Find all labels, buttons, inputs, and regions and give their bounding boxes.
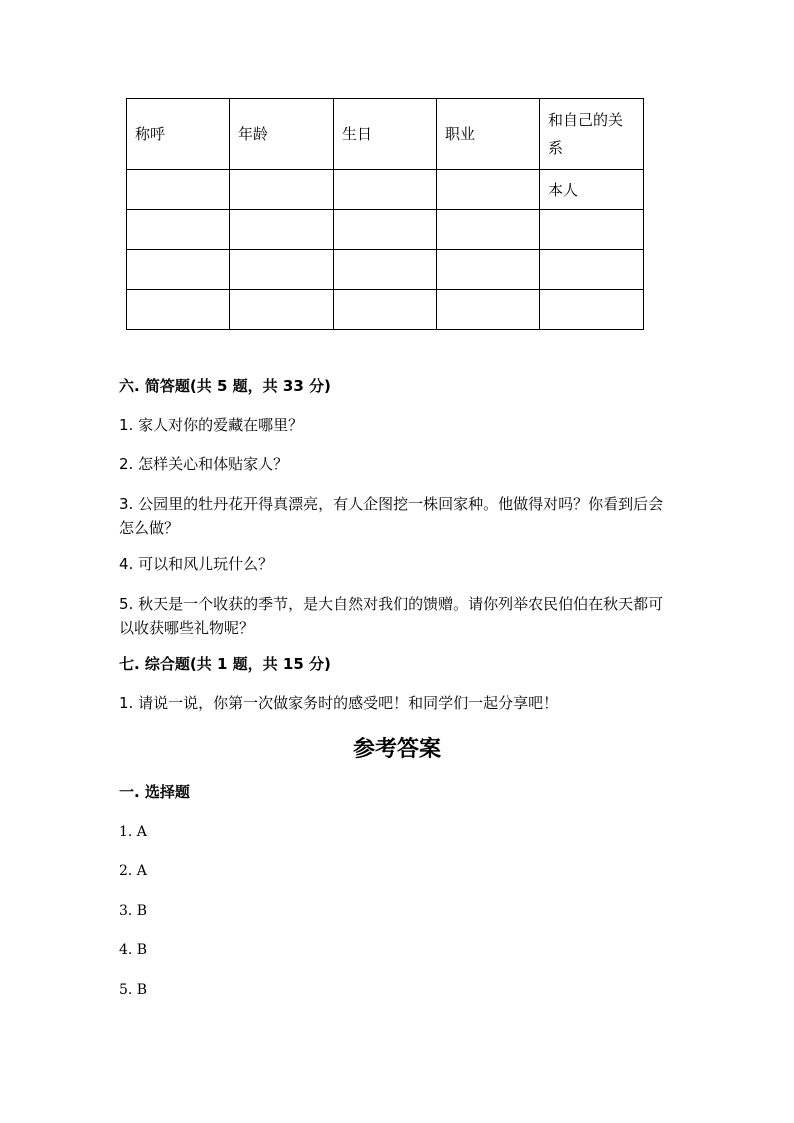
question-item: 3. 公园里的牡丹花开得真漂亮，有人企图挖一株回家种。他做得对吗？你看到后会怎么做？ [119, 495, 664, 537]
table-cell: 本人 [540, 170, 644, 210]
table-cell [437, 210, 540, 250]
table-cell [540, 290, 644, 330]
answers-section1-title: 一. 选择题 [119, 783, 190, 801]
table-cell [230, 210, 334, 250]
section7-title: 七. 综合题(共 1 题，共 15 分) [119, 655, 331, 673]
question-item: 1. 家人对你的爱藏在哪里？ [119, 416, 304, 434]
table-cell [540, 210, 644, 250]
answer-item: 2. A [119, 863, 147, 879]
table-cell [334, 250, 437, 290]
answer-item: 4. B [119, 942, 148, 958]
table-cell [334, 210, 437, 250]
header-cell-title: 称呼 [127, 99, 230, 170]
header-cell-age: 年龄 [230, 99, 334, 170]
table-cell [230, 170, 334, 210]
table-header-row [127, 99, 644, 170]
table-cell [127, 290, 230, 330]
answer-item: 5. B [119, 982, 148, 998]
table-cell [230, 290, 334, 330]
section6-title: 六. 简答题(共 5 题，共 33 分) [119, 377, 331, 395]
table-cell [437, 170, 540, 210]
answer-item: 1. A [119, 824, 147, 840]
table-cell [540, 250, 644, 290]
header-cell-job: 职业 [437, 99, 540, 170]
header-cell-relation: 和自己的关系 [540, 99, 644, 170]
table-cell [230, 250, 334, 290]
table-cell [127, 170, 230, 210]
header-cell-birthday: 生日 [334, 99, 437, 170]
answer-item: 3. B [119, 903, 148, 919]
answers-title: 参考答案 [352, 736, 441, 762]
table-cell [437, 290, 540, 330]
question-item: 2. 怎样关心和体贴家人？ [119, 455, 289, 473]
question-item: 5. 秋天是一个收获的季节，是大自然对我们的馈赠。请你列举农民伯伯在秋天都可以收获哪些礼物呢？ [119, 595, 664, 637]
table-row [127, 170, 644, 210]
question-item: 1. 请说一说，你第一次做家务时的感受吧！和同学们一起分享吧！ [119, 694, 559, 712]
table-cell [334, 290, 437, 330]
family-info-table [126, 98, 644, 330]
table-cell [437, 250, 540, 290]
question-item: 4. 可以和风儿玩什么？ [119, 555, 274, 573]
table-cell [127, 210, 230, 250]
table-row [127, 250, 644, 290]
table-row [127, 210, 644, 250]
table-row [127, 290, 644, 330]
table-cell [334, 170, 437, 210]
table-cell [127, 250, 230, 290]
